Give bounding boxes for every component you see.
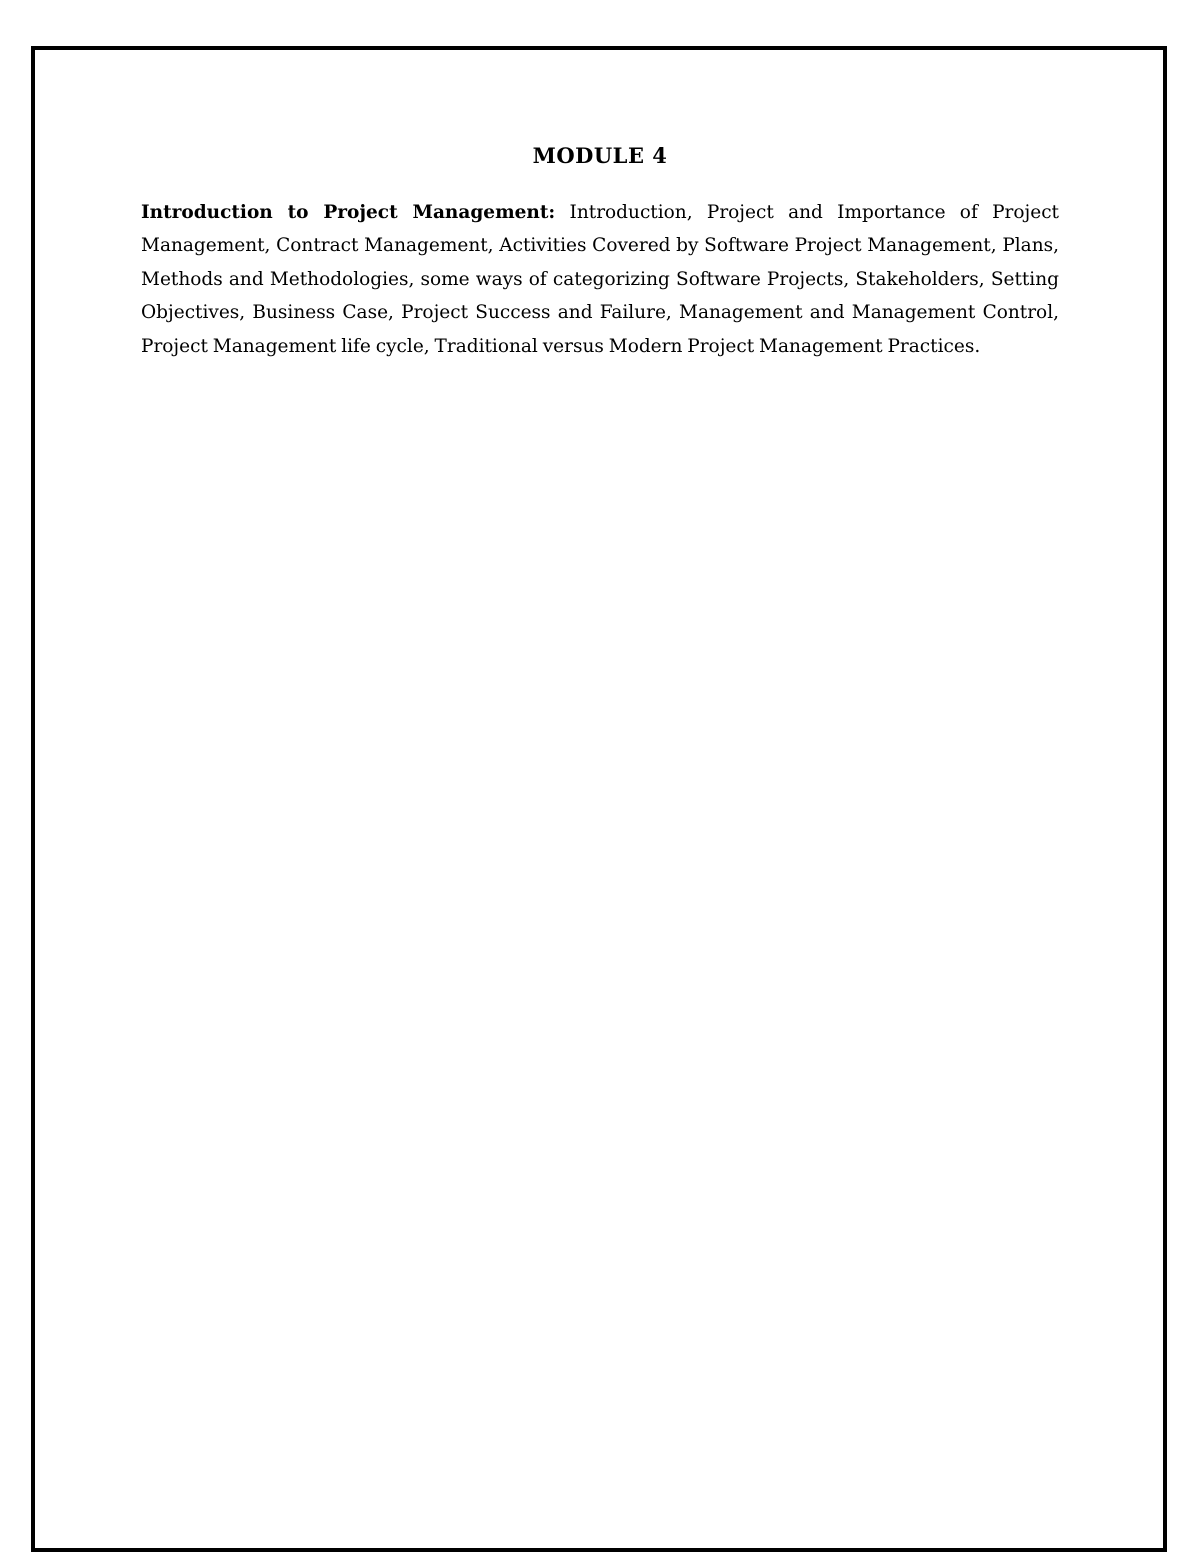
- syllabus-topics-text: Introduction, Project and Importance of Project Management, Contract Management, Activities Covered by Software Project Management, Plans, Methods and Methodologies, some ways of categorizing Software Projects, Stakeholders, Setting Objectives, Business Case, Project Success and Failure, Management and Management Control, Project Management life cycle, Traditional versus Modern Project Management Practices.: [141, 202, 1059, 357]
- module-title: MODULE 4: [532, 143, 668, 168]
- section-heading: Introduction to Project Management:: [141, 202, 556, 223]
- module-syllabus-paragraph: [141, 196, 1059, 363]
